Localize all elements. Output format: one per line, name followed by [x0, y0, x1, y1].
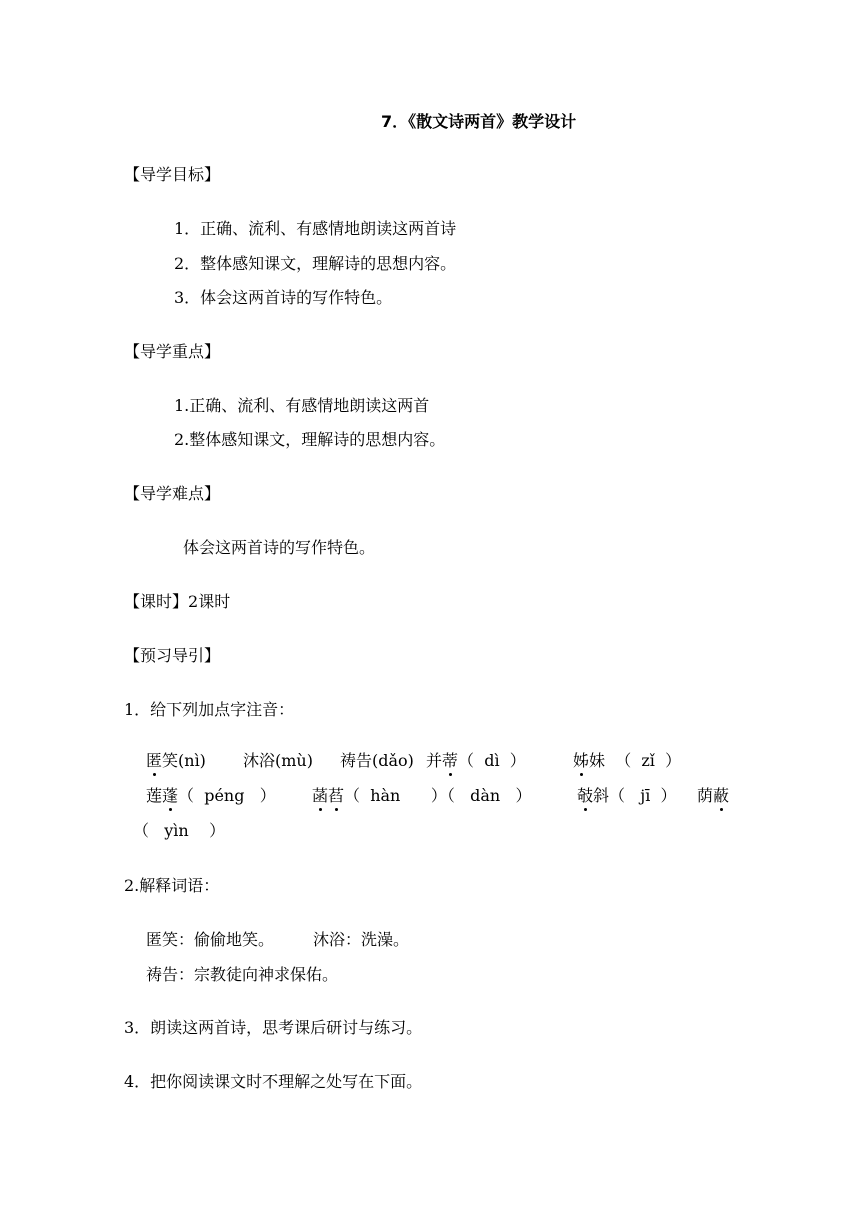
- key-point-item: 2.整体感知课文，理解诗的思想内容。: [174, 430, 446, 449]
- pinyin-item: [697, 786, 729, 806]
- pinyin-prefix: 并: [426, 751, 443, 770]
- difficulties-heading: 【导学难点】: [124, 484, 221, 503]
- pinyin-item: [426, 751, 526, 771]
- pinyin-item: [146, 751, 206, 771]
- pinyin-rest: 妹 （ zǐ ）: [589, 751, 682, 770]
- dotted-char: 姊: [573, 751, 590, 770]
- hours-line: [124, 592, 230, 612]
- key-points-heading: 【导学重点】: [124, 342, 221, 361]
- definition-item: 祷告：宗教徒向神求保佑。: [146, 965, 339, 984]
- dotted-char: 萏: [328, 786, 345, 805]
- pinyin-item: 祷告(dǎo): [340, 751, 414, 770]
- goal-item: 2．整体感知课文，理解诗的思想内容。: [174, 254, 457, 273]
- goal-item: 3．体会这两首诗的写作特色。: [174, 288, 393, 307]
- pinyin-item: [146, 786, 276, 806]
- question-2: 2.解释词语：: [124, 876, 220, 895]
- pinyin-rest: 斜（ jī ）: [593, 786, 677, 805]
- goals-heading: 【导学目标】: [124, 165, 221, 184]
- hours-value: 2课时: [188, 592, 231, 611]
- pinyin-item: 沐浴(mù): [243, 751, 313, 770]
- pinyin-rest: （ hàn ）（ dàn ）: [344, 786, 532, 805]
- dotted-char: 蓬: [162, 786, 179, 805]
- dotted-char: 攲: [577, 786, 594, 805]
- definition-item: 匿笑：偷偷地笑。: [146, 930, 275, 949]
- dotted-char: 匿: [146, 751, 163, 770]
- preview-heading: 【预习导引】: [124, 646, 221, 665]
- pinyin-item: [312, 786, 531, 806]
- pinyin-prefix: 荫: [697, 786, 714, 805]
- dotted-char: 蔽: [713, 786, 730, 805]
- pinyin-rest: 笑(nì): [162, 751, 206, 770]
- pinyin-item: （ yìn ）: [133, 821, 226, 840]
- question-3: 3．朗读这两首诗，思考课后研讨与练习。: [124, 1018, 423, 1037]
- question-1: 1．给下列加点字注音：: [124, 700, 295, 719]
- hours-heading: 【课时】: [124, 592, 189, 611]
- dotted-char: 蒂: [442, 751, 459, 770]
- document-title: 7．《散文诗两首》教学设计: [381, 112, 577, 131]
- pinyin-rest: （ péng ）: [178, 786, 276, 805]
- key-point-item: 1.正确、流利、有感情地朗读这两首: [174, 396, 430, 415]
- pinyin-item: [573, 751, 681, 771]
- dotted-char: 菡: [312, 786, 329, 805]
- pinyin-rest: （ dì ）: [458, 751, 526, 770]
- question-4: 4．把你阅读课文时不理解之处写在下面。: [124, 1072, 423, 1091]
- definition-item: 沐浴：洗澡。: [313, 930, 410, 949]
- difficulties-text: 体会这两首诗的写作特色。: [183, 538, 376, 557]
- pinyin-item: [577, 786, 677, 806]
- goal-item: 1．正确、流利、有感情地朗读这两首诗: [174, 219, 457, 238]
- pinyin-prefix: 莲: [146, 786, 163, 805]
